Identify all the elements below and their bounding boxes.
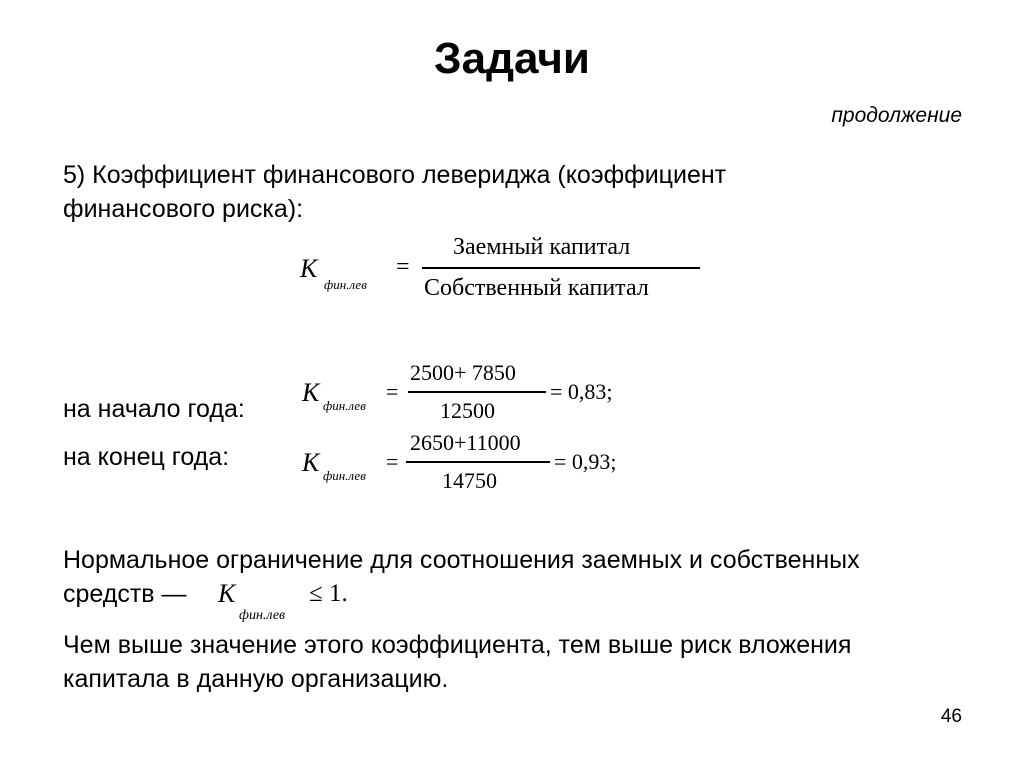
- formula-subscript: фин.лев: [324, 277, 367, 292]
- end-result: = 0,93;: [554, 449, 617, 474]
- norm-line2-row: [63, 577, 993, 623]
- end-numerator: 2650+11000: [410, 430, 521, 455]
- page-number: 46: [940, 706, 962, 727]
- start-label: на начало года:: [63, 395, 245, 423]
- norm-line2: средств —: [63, 580, 187, 608]
- end-label: на конец года:: [63, 443, 230, 471]
- formula-equals: =: [396, 254, 410, 280]
- formula-numerator: Заемный капитал: [453, 234, 631, 260]
- start-formula: [302, 362, 642, 426]
- norm-line1: Нормальное ограничение для соотношения заемных и собственных: [63, 546, 860, 574]
- start-symbol: К: [302, 378, 320, 407]
- norm-symbol: К: [218, 579, 236, 608]
- slide-title: Задачи: [434, 34, 590, 83]
- norm-condition: ≤ 1.: [309, 580, 348, 607]
- start-denominator: 12500: [440, 398, 495, 423]
- item5-text: [63, 158, 726, 226]
- item5-line2: финансового риска):: [63, 195, 304, 223]
- main-formula: [300, 232, 720, 312]
- conclusion-line2: капитала в данную организацию.: [63, 665, 449, 693]
- formula-denominator: Собственный капитал: [424, 275, 649, 301]
- start-subscript: фин.лев: [323, 398, 366, 413]
- item5-line1: 5) Коэффициент финансового левериджа (коэффициент: [63, 161, 727, 189]
- conclusion-line1: Чем выше значение этого коэффициента, тем выше риск вложения: [63, 631, 852, 659]
- slide-subtitle: продолжение: [831, 104, 962, 127]
- start-fraction-bar: [408, 391, 546, 393]
- start-result: = 0,83;: [550, 379, 613, 404]
- end-subscript: фин.лев: [323, 468, 366, 483]
- formula-symbol: К: [300, 254, 318, 283]
- end-equals: =: [386, 449, 399, 474]
- end-denominator: 14750: [442, 468, 497, 493]
- norm-text: [63, 543, 993, 623]
- start-numerator: 2500+ 7850: [410, 360, 516, 385]
- end-symbol: К: [302, 448, 320, 477]
- norm-subscript: фин.лев: [239, 608, 286, 623]
- end-fraction-bar: [406, 461, 550, 463]
- start-equals: =: [386, 379, 399, 404]
- end-formula: [302, 430, 662, 494]
- formula-fraction-bar: [422, 267, 700, 269]
- conclusion-text: [63, 628, 993, 696]
